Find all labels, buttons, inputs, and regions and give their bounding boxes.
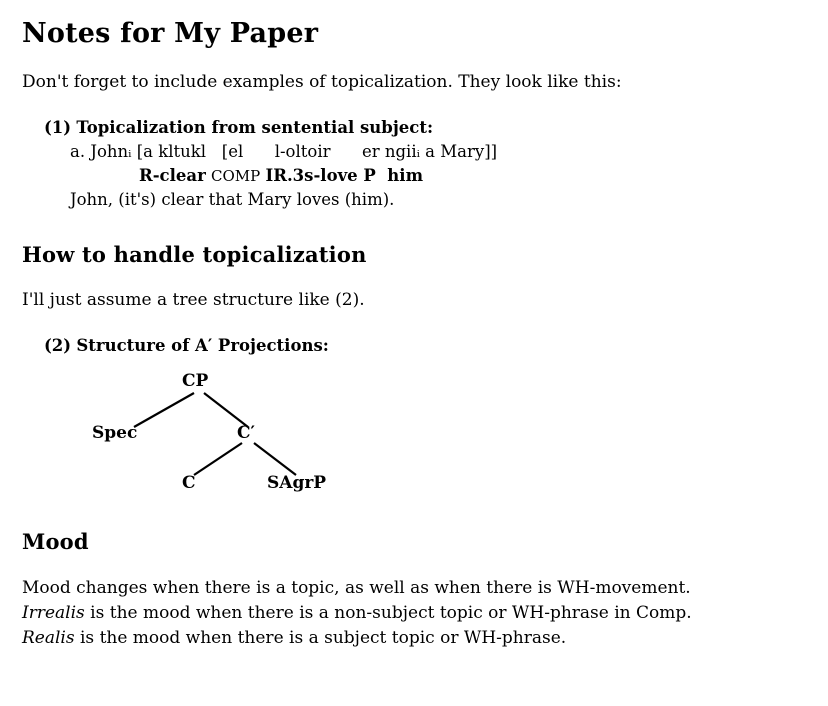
example-1-gloss-rclear: R-clear [139,165,206,185]
example-1-gloss-title: Topicalization from sentential subject: [76,117,434,137]
example-1-number: (1) [44,117,72,137]
example-2-first-line [44,334,806,358]
mood-term-realis: Realis [22,627,75,648]
spacer [22,94,806,116]
mood-line-3 [22,626,806,651]
mood-term-irrealis: Irrealis [22,603,85,624]
example-2 [44,334,806,358]
tree-node-cbar: C′ [237,423,256,444]
spacer [22,267,806,289]
example-1-line-a: a. Johnᵢ [a kltukl [el l-oltoir er ngiiᵢ a Mary]] [70,141,498,161]
example-1 [44,116,806,212]
example-1-gloss-rest: .3s-love P him [286,165,424,185]
example-2-caption: Structure of A′ Projections: [76,335,329,355]
spacer [22,49,806,71]
tree-node-cp: CP [182,371,209,392]
example-1-first-line [44,116,806,140]
spacer [22,554,806,576]
mood-line-3-rest: is the mood when there is a subject topic or WH-phrase. [74,627,567,648]
mood-line-2 [22,601,806,626]
example-2-number: (2) [44,335,72,355]
example-1-gloss-line [44,164,806,188]
mood-line-2-rest: is the mood when there is a non-subject topic or WH-phrase in Comp. [84,603,692,624]
mood-line-1: Mood changes when there is a topic, as well as when there is WH-movement. [22,578,691,599]
spacer [22,312,806,334]
tree-node-c: C [182,473,196,494]
section2-paragraph: I'll just assume a tree structure like (2). [22,289,365,310]
intro-paragraph: Don't forget to include examples of topicalization. They look like this: [22,72,622,92]
page-title: Notes for My Paper [22,18,319,49]
example-1-translation: John, (it's) clear that Mary loves (him). [70,189,395,209]
tree-node-sagrp: SAgrP [267,473,327,494]
example-1-gloss-ir: IR [265,165,287,185]
tree-node-spec: Spec [92,423,138,444]
mood-paragraph [22,576,806,650]
spacer [22,212,806,242]
syntax-tree-diagram [82,371,412,503]
section-heading-mood: Mood [22,529,89,555]
example-1-gloss-comp: COMP [211,166,261,185]
section-heading-how-to-handle-topicalization: How to handle topicalization [22,241,367,267]
spacer [22,503,806,529]
spacer [22,357,806,371]
